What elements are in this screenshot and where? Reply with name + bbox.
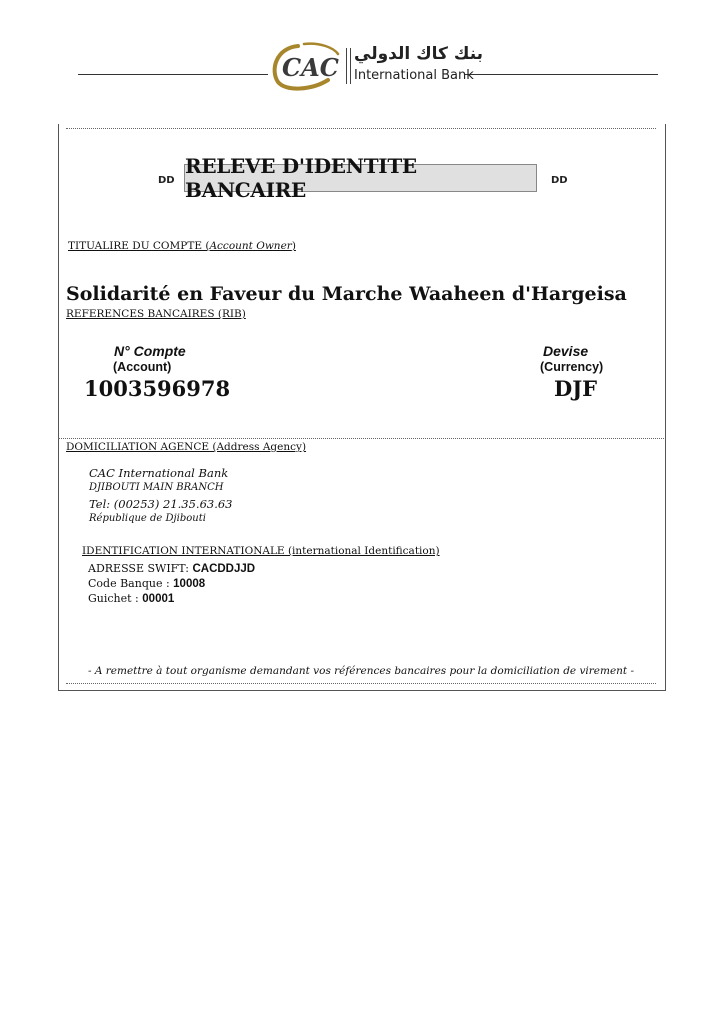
document-title-text: RELEVE D'IDENTITE BANCAIRE — [185, 154, 417, 202]
agency-branch: DJIBOUTI MAIN BRANCH — [89, 482, 224, 493]
footer-rule — [66, 683, 656, 684]
logo-separator — [346, 48, 351, 84]
account-number: 1003596978 — [84, 376, 231, 401]
account-owner-label: TITUALIRE DU COMPTE (Account Owner) — [68, 240, 296, 252]
account-number-label-en: (Account) — [113, 360, 172, 374]
account-owner-label-en: Account Owner — [209, 240, 292, 252]
agency-country: République de Djibouti — [89, 513, 206, 524]
section-divider — [58, 438, 664, 439]
bank-code-label: Code Banque : — [88, 577, 170, 590]
bank-code-value: 10008 — [173, 578, 206, 590]
cac-logo-icon — [268, 40, 344, 92]
guichet-line — [88, 592, 174, 605]
swift-line — [88, 562, 255, 575]
bank-logo — [268, 40, 484, 92]
currency-label: Devise — [543, 343, 589, 359]
rib-label: REFERENCES BANCAIRES (RIB) — [66, 308, 246, 320]
bank-name-arabic: بنك كاك الدولي — [354, 44, 484, 64]
frame-top-rule — [66, 128, 656, 129]
swift-label: ADRESSE SWIFT: — [88, 562, 189, 575]
currency-value: DJF — [554, 376, 598, 401]
guichet-value: 00001 — [142, 593, 175, 605]
bank-name-latin: International Bank — [354, 68, 474, 83]
logo-mark-text: CAC — [282, 53, 339, 82]
title-marker-left: DD — [158, 175, 175, 186]
account-owner-name: Solidarité en Faveur du Marche Waaheen d'Hargeisa — [66, 283, 627, 305]
agency-bank: CAC International Bank — [89, 466, 229, 480]
currency-label-en: (Currency) — [540, 360, 604, 374]
header-rule-left — [78, 74, 268, 75]
agency-label: DOMICILIATION AGENCE (Address Agency) — [66, 441, 307, 453]
account-number-label: N° Compte — [114, 343, 186, 359]
international-id-label: IDENTIFICATION INTERNATIONALE (international Identification) — [82, 545, 440, 557]
swift-value: CACDDJJD — [192, 563, 256, 575]
guichet-label: Guichet : — [88, 592, 139, 605]
rib-frame — [58, 124, 666, 691]
footer-note: - A remettre à tout organisme demandant vos références bancaires pour la domiciliation de virement - — [87, 665, 635, 677]
bank-code-line — [88, 577, 205, 590]
title-marker-right: DD — [551, 175, 568, 186]
document-title — [184, 154, 537, 202]
header-rule-right — [464, 74, 658, 75]
agency-tel: Tel: (00253) 21.35.63.63 — [89, 497, 233, 511]
